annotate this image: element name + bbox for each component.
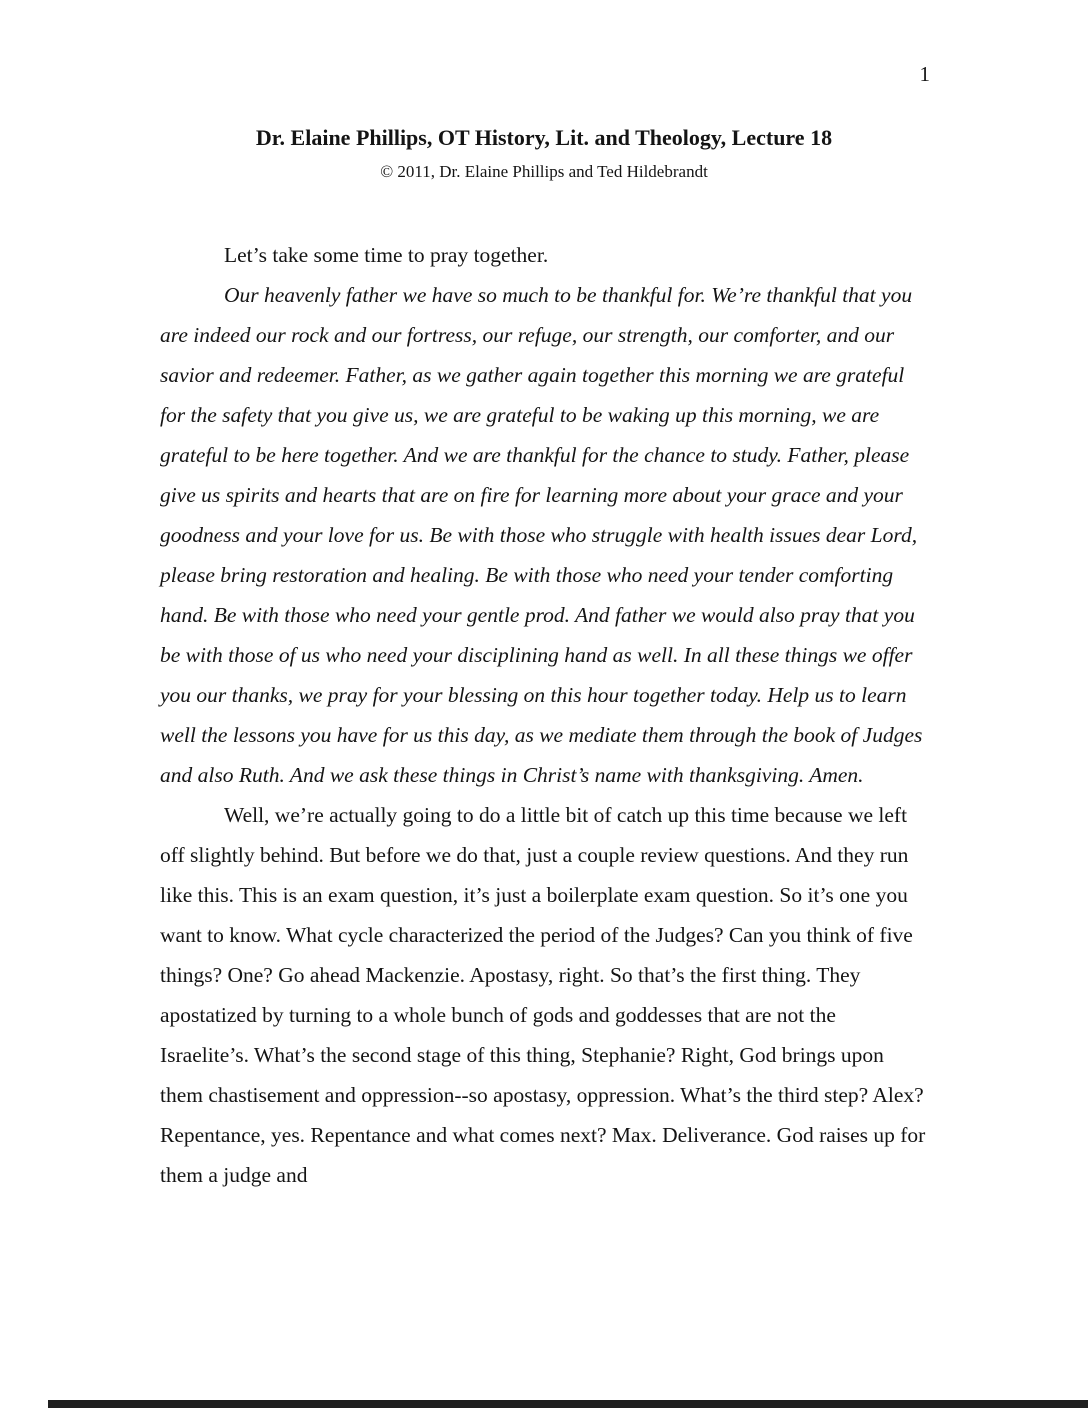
paragraph-intro: Let’s take some time to pray together. [224,242,549,267]
page-bottom-edge [48,1400,1088,1408]
paragraph-lecture: Well, we’re actually going to do a little bit of catch up this time because we left off slightly behind. But before we do that, just a couple review questions. And they run like this. This is an exam question, it’s just a boilerplate exam question. So it’s one you want to know. What cycle characterized the period of the Judges? Can you think of five things? One? Go ahead Mackenzie. Apostasy, right. So that’s the first thing. They apostatized by turning to a whole bunch of gods and goddesses that are not the Israelite’s. What’s the second stage of this thing, Stephanie? Right, God brings upon them chastisement and oppression--so apostasy, oppression. What’s the third step? Alex? Repentance, yes. Repentance and what comes next? Max. Deliverance. God raises up for them a judge and [160,802,926,1187]
paragraph-prayer: Our heavenly father we have so much to be thankful for. We’re thankful that you are indeed our rock and our fortress, our refuge, our strength, our comforter, and our savior and redeemer. Father, as we gather again together this morning we are grateful for the safety that you give us, we are grateful to be waking up this morning, we are grateful to be here together. And we are thankful for the chance to study. Father, please give us spirits and hearts that are on fire for learning more about your grace and your goodness and your love for us. Be with those who struggle with health issues dear Lord, please bring restoration and healing. Be with those who need your tender comforting hand. Be with those who need your gentle prod. And father we would also pray that you be with those of us who need your disciplining hand as well. In all these things we offer you our thanks, we pray for your blessing on this hour together today. Help us to learn well the lessons you have for us this day, as we mediate them through the book of Judges and also Ruth. And we ask these things in Christ’s name with thanksgiving. Amen. [160,282,923,787]
page-number: 1 [919,62,930,86]
document-title: Dr. Elaine Phillips, OT History, Lit. and Theology, Lecture 18 [255,125,833,150]
document-body [160,235,928,1195]
copyright-line: © 2011, Dr. Elaine Phillips and Ted Hildebrandt [380,161,708,181]
